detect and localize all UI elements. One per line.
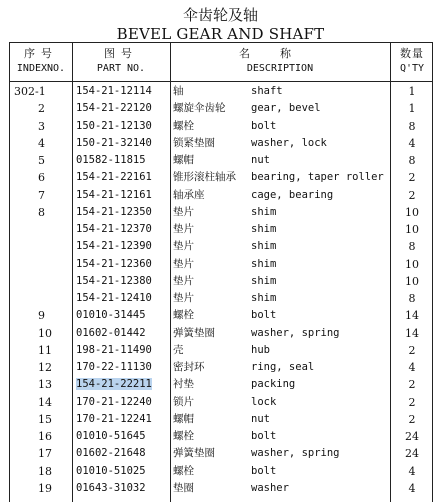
- description-english: shaft: [251, 85, 283, 97]
- index-number: 15: [38, 412, 52, 426]
- quantity-cell: 2: [408, 412, 416, 426]
- description-english: shim: [251, 274, 277, 287]
- table-row: [10, 376, 432, 393]
- description-chinese: 垫圈: [173, 481, 194, 494]
- index-number: 8: [38, 205, 45, 219]
- index-number: 19: [38, 481, 52, 495]
- description-chinese: 垫片: [173, 292, 194, 304]
- description-chinese: 密封环: [173, 361, 205, 373]
- description-english: packing: [251, 378, 296, 391]
- table-row: [10, 307, 432, 324]
- description-chinese: 螺栓: [173, 309, 194, 322]
- description-english: bearing, taper roller: [251, 171, 384, 184]
- index-number: 18: [38, 464, 52, 478]
- description-english: shim: [251, 257, 277, 270]
- part-number: 154-21-12370: [76, 223, 152, 235]
- part-number: 01010-51645: [76, 430, 146, 442]
- quantity-cell: 8: [408, 240, 416, 254]
- description-chinese: 垫片: [173, 205, 194, 218]
- table-row: [10, 445, 432, 462]
- header-quantity: [390, 43, 434, 81]
- description-english: shim: [251, 205, 277, 218]
- description-english: gear, bevel: [251, 102, 321, 115]
- table-row: [10, 463, 432, 480]
- part-number-cell: [76, 187, 152, 204]
- quantity-cell: 24: [405, 447, 419, 461]
- table-row: [10, 152, 432, 169]
- index-number: 14: [38, 395, 52, 409]
- description-english: shim: [251, 223, 277, 235]
- part-number: 01643-31032: [76, 481, 146, 494]
- page-title-chinese: 伞齿轮及轴: [182, 6, 258, 24]
- part-number: 154-21-22211: [76, 378, 152, 391]
- table-row: [10, 221, 432, 238]
- part-number-cell: [76, 256, 152, 273]
- header-index-cn: 序号: [24, 47, 58, 60]
- index-number: 12: [38, 361, 52, 374]
- description-english: bolt: [251, 119, 277, 132]
- header-desc-en: DESCRIPTION: [246, 63, 314, 74]
- part-number: 154-21-22120: [76, 102, 152, 115]
- header-part-cn: 图号: [104, 47, 138, 60]
- part-number: 154-21-12114: [76, 85, 152, 97]
- index-number: 17: [38, 447, 52, 461]
- quantity-cell: 10: [405, 257, 419, 271]
- index-number: 2: [38, 102, 45, 116]
- index-number: 11: [38, 343, 52, 357]
- description-chinese: 弹簧垫圈: [173, 447, 215, 460]
- quantity-cell: 2: [408, 343, 416, 357]
- part-number: 198-21-11490: [76, 343, 152, 356]
- part-number: 154-21-12390: [76, 240, 152, 253]
- part-number-cell: [76, 238, 152, 255]
- part-number: 154-21-12350: [76, 205, 152, 218]
- index-number: 10: [38, 326, 52, 340]
- part-number-cell: [76, 273, 152, 290]
- quantity-cell: 1: [408, 102, 416, 116]
- index-number: 16: [38, 430, 52, 443]
- part-number-cell: [76, 463, 146, 480]
- table-row: [10, 359, 432, 376]
- description-chinese: 轴: [173, 85, 184, 97]
- quantity-cell: 24: [405, 430, 419, 443]
- quantity-cell: 10: [405, 205, 419, 219]
- quantity-cell: 2: [408, 188, 416, 202]
- quantity-cell: 8: [408, 154, 416, 167]
- header-divider: [10, 81, 432, 82]
- table-row: [10, 169, 432, 186]
- index-number: 13: [38, 378, 52, 392]
- part-number: 170-21-12240: [76, 395, 152, 408]
- part-number-cell: [76, 445, 146, 462]
- index-number: 7: [38, 188, 45, 202]
- header-desc-cn: 名称: [239, 47, 321, 60]
- description-chinese: 壳: [173, 343, 184, 356]
- part-number-cell: [76, 359, 152, 376]
- index-number: 6: [38, 171, 45, 185]
- header-qty-en: Q'TY: [399, 63, 425, 74]
- part-number: 150-21-32140: [76, 136, 152, 149]
- index-number: 4: [38, 136, 45, 150]
- quantity-cell: 10: [405, 223, 419, 236]
- description-english: hub: [251, 343, 270, 356]
- quantity-cell: 1: [408, 85, 416, 98]
- quantity-cell: 2: [408, 171, 416, 185]
- description-chinese: 锁紧垫圈: [173, 136, 215, 149]
- description-english: washer: [251, 481, 289, 494]
- header-qty-cn: 数量: [400, 47, 424, 60]
- part-number-cell: [76, 169, 152, 186]
- description-english: bolt: [251, 309, 277, 322]
- part-number: 154-21-12360: [76, 257, 152, 270]
- part-number: 01602-01442: [76, 326, 146, 339]
- quantity-cell: 4: [408, 361, 416, 374]
- table-row: [10, 273, 432, 290]
- part-number-cell: [76, 325, 146, 342]
- header-part-en: PART NO.: [96, 63, 146, 74]
- part-number-cell: [76, 204, 152, 221]
- description-english: cage, bearing: [251, 188, 334, 201]
- index-number: 3: [38, 119, 45, 133]
- table-row: [10, 411, 432, 428]
- table-row: [10, 83, 432, 100]
- part-number: 01010-51025: [76, 464, 146, 477]
- quantity-cell: 8: [408, 119, 416, 133]
- description-english: washer, spring: [251, 447, 340, 460]
- index-cell: [10, 83, 70, 100]
- table-row: [10, 118, 432, 135]
- description-english: bolt: [251, 464, 277, 477]
- description-english: washer, spring: [251, 326, 340, 339]
- table-row: [10, 394, 432, 411]
- header-index-en: INDEXNO.: [16, 63, 66, 74]
- header-index: [10, 43, 72, 81]
- description-english: lock: [251, 395, 277, 408]
- description-chinese: 螺帽: [173, 412, 194, 425]
- index-number: 5: [38, 154, 45, 167]
- part-number-cell: [76, 411, 152, 428]
- part-number: 154-21-12380: [76, 274, 152, 287]
- table-row: [10, 238, 432, 255]
- quantity-cell: 4: [408, 136, 416, 150]
- description-english: shim: [251, 240, 277, 253]
- part-number-cell: [76, 118, 152, 135]
- description-chinese: 垫片: [173, 257, 194, 270]
- part-number-cell: [76, 290, 152, 307]
- part-number: 01602-21648: [76, 447, 146, 460]
- index-number: 302-1: [14, 85, 46, 98]
- description-english: nut: [251, 154, 270, 166]
- description-english: shim: [251, 292, 277, 304]
- table-row: [10, 204, 432, 221]
- quantity-cell: 4: [408, 464, 416, 478]
- description-chinese: 螺旋伞齿轮: [173, 102, 226, 115]
- header-part-no: [72, 43, 170, 81]
- part-number-cell: [76, 394, 152, 411]
- part-number-cell: [76, 480, 146, 497]
- index-number: 9: [38, 309, 45, 323]
- part-number-cell: [76, 376, 152, 393]
- part-number-cell: [76, 342, 152, 359]
- table-row: [10, 342, 432, 359]
- table-row: [10, 256, 432, 273]
- quantity-cell: 10: [405, 274, 419, 288]
- table-row: [10, 187, 432, 204]
- description-chinese: 弹簧垫圈: [173, 326, 215, 339]
- part-number: 150-21-12130: [76, 119, 152, 132]
- table-row: [10, 100, 432, 117]
- table-row: [10, 135, 432, 152]
- quantity-cell: 4: [408, 481, 416, 495]
- page-title-english: BEVEL GEAR AND SHAFT: [116, 25, 325, 43]
- table-row: [10, 325, 432, 342]
- description-chinese: 螺帽: [173, 154, 194, 166]
- part-number-cell: [76, 152, 146, 169]
- part-number: 170-22-11130: [76, 361, 152, 373]
- table-row: [10, 428, 432, 445]
- description-chinese: 螺栓: [173, 430, 194, 442]
- part-number: 01010-31445: [76, 309, 146, 322]
- part-number-cell: [76, 307, 146, 324]
- parts-table: [9, 42, 433, 502]
- quantity-cell: 2: [408, 378, 416, 392]
- description-chinese: 衬垫: [173, 378, 194, 391]
- description-chinese: 锁片: [173, 395, 194, 408]
- header-description: [170, 43, 390, 81]
- part-number-cell: [76, 100, 152, 117]
- description-english: bolt: [251, 430, 277, 442]
- description-chinese: 螺栓: [173, 119, 194, 132]
- part-number: 154-21-22161: [76, 171, 152, 184]
- description-chinese: 锥形滚柱轴承: [173, 171, 236, 184]
- description-chinese: 垫片: [173, 240, 194, 253]
- part-number-cell: [76, 221, 152, 238]
- part-number-cell: [76, 428, 146, 445]
- description-english: ring, seal: [251, 361, 315, 373]
- part-number: 154-21-12161: [76, 188, 152, 201]
- part-number-cell: [76, 83, 152, 100]
- table-row: [10, 290, 432, 307]
- quantity-cell: 14: [405, 326, 419, 340]
- description-english: washer, lock: [251, 136, 327, 149]
- description-chinese: 轴承座: [173, 188, 205, 201]
- part-number: 01582-11815: [76, 154, 146, 166]
- description-chinese: 垫片: [173, 274, 194, 287]
- quantity-cell: 14: [405, 309, 419, 323]
- description-chinese: 螺栓: [173, 464, 194, 477]
- part-number: 154-21-12410: [76, 292, 152, 304]
- quantity-cell: 2: [408, 395, 416, 409]
- part-number-cell: [76, 135, 152, 152]
- table-row: [10, 480, 432, 497]
- part-number: 170-21-12241: [76, 412, 152, 425]
- parts-rows: [10, 83, 432, 497]
- description-english: nut: [251, 412, 270, 425]
- quantity-cell: 8: [408, 292, 416, 305]
- description-chinese: 垫片: [173, 223, 194, 235]
